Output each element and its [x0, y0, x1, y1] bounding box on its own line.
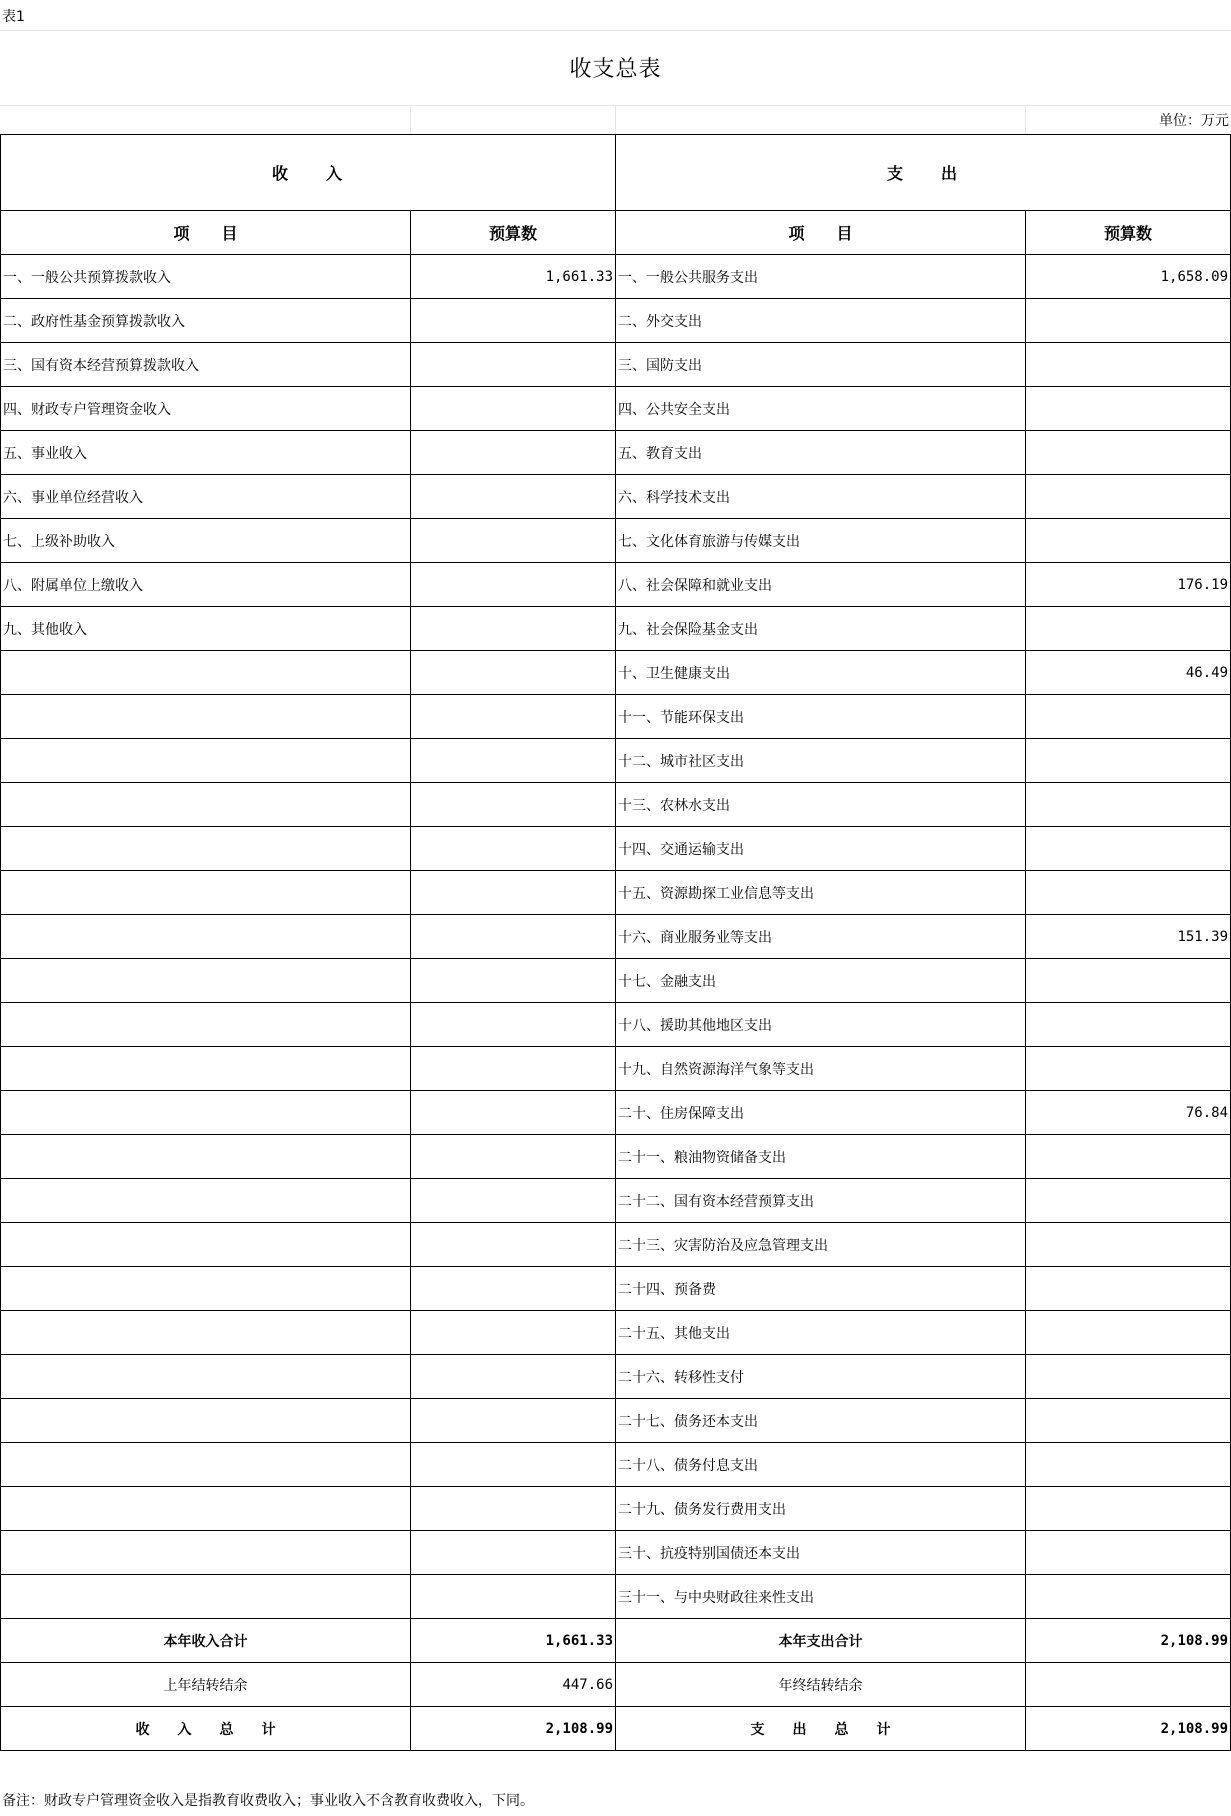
expense-item-cell: 九、社会保险基金支出 [616, 607, 1026, 651]
expense-item-cell: 二十、住房保障支出 [616, 1091, 1026, 1135]
expense-value-cell [1026, 871, 1231, 915]
table-row [1, 915, 1231, 959]
income-value-cell [411, 1575, 616, 1619]
income-value-cell [411, 1311, 616, 1355]
expense-value-cell [1026, 1399, 1231, 1443]
income-value-cell [411, 1135, 616, 1179]
table-row [1, 1047, 1231, 1091]
year-expense-value: 2,108.99 [1026, 1619, 1231, 1663]
expense-item-cell: 七、文化体育旅游与传媒支出 [616, 519, 1026, 563]
income-value-cell [411, 1531, 616, 1575]
table-row [1, 475, 1231, 519]
table-row [1, 343, 1231, 387]
expense-item-cell: 六、科学技术支出 [616, 475, 1026, 519]
expense-item-cell: 二十二、国有资本经营预算支出 [616, 1179, 1026, 1223]
income-value-cell [411, 519, 616, 563]
expense-value-cell [1026, 1487, 1231, 1531]
expense-item-cell: 十九、自然资源海洋气象等支出 [616, 1047, 1026, 1091]
column-header-row [1, 211, 1231, 255]
income-value-cell [411, 1047, 616, 1091]
expense-value-cell [1026, 695, 1231, 739]
table-row [1, 299, 1231, 343]
income-item-cell [1, 871, 411, 915]
expense-item-cell: 二十七、债务还本支出 [616, 1399, 1026, 1443]
expense-item-header: 项 目 [616, 211, 1026, 255]
income-budget-header: 预算数 [411, 211, 616, 255]
income-item-cell [1, 783, 411, 827]
year-end-value [1026, 1663, 1231, 1707]
expense-item-cell: 十二、城市社区支出 [616, 739, 1026, 783]
income-item-cell: 八、附属单位上缴收入 [1, 563, 411, 607]
expense-item-cell: 十五、资源勘探工业信息等支出 [616, 871, 1026, 915]
year-income-value: 1,661.33 [411, 1619, 616, 1663]
grid-line [1025, 105, 1026, 134]
expense-value-cell [1026, 607, 1231, 651]
income-item-cell [1, 1267, 411, 1311]
footnote: 备注：财政专户管理资金收入是指教育收费收入；事业收入不含教育收费收入，下同。 [2, 1793, 534, 1809]
unit-label: 单位：万元 [1159, 113, 1229, 129]
expense-item-cell: 二十六、转移性支付 [616, 1355, 1026, 1399]
income-value-cell [411, 739, 616, 783]
income-item-cell [1, 1003, 411, 1047]
expense-item-cell: 二十一、粮油物资储备支出 [616, 1135, 1026, 1179]
expense-value-cell [1026, 1311, 1231, 1355]
grid-line [0, 30, 1231, 31]
year-income-label: 本年收入合计 [1, 1619, 411, 1663]
expense-value-cell [1026, 299, 1231, 343]
expense-item-cell: 二十三、灾害防治及应急管理支出 [616, 1223, 1026, 1267]
year-end-label: 年终结转结余 [616, 1663, 1026, 1707]
income-value-cell [411, 1487, 616, 1531]
table-row [1, 695, 1231, 739]
income-value-cell [411, 563, 616, 607]
income-item-cell [1, 1443, 411, 1487]
table-row [1, 1179, 1231, 1223]
carryover-row [1, 1663, 1231, 1707]
table-row [1, 871, 1231, 915]
expense-item-cell: 十三、农林水支出 [616, 783, 1026, 827]
grid-line [410, 105, 411, 134]
table-row [1, 1003, 1231, 1047]
income-value-cell [411, 1179, 616, 1223]
expense-budget-header: 预算数 [1026, 211, 1231, 255]
expense-value-cell: 1,658.09 [1026, 255, 1231, 299]
expense-value-cell [1026, 431, 1231, 475]
table-row [1, 1487, 1231, 1531]
table-row [1, 1399, 1231, 1443]
income-header: 收 入 [1, 135, 616, 211]
expense-item-cell: 十八、援助其他地区支出 [616, 1003, 1026, 1047]
expense-value-cell [1026, 1267, 1231, 1311]
expense-value-cell [1026, 959, 1231, 1003]
income-value-cell [411, 1399, 616, 1443]
expense-value-cell [1026, 1531, 1231, 1575]
income-item-cell [1, 915, 411, 959]
income-value-cell [411, 915, 616, 959]
income-value-cell [411, 475, 616, 519]
expense-item-cell: 十、卫生健康支出 [616, 651, 1026, 695]
grand-expense-label: 支 出 总 计 [616, 1707, 1026, 1751]
expense-item-cell: 二十四、预备费 [616, 1267, 1026, 1311]
year-total-row [1, 1619, 1231, 1663]
income-item-cell [1, 695, 411, 739]
income-value-cell [411, 651, 616, 695]
table-row [1, 431, 1231, 475]
expense-value-cell [1026, 1179, 1231, 1223]
expense-item-cell: 十四、交通运输支出 [616, 827, 1026, 871]
expense-item-cell: 四、公共安全支出 [616, 387, 1026, 431]
expense-header: 支 出 [616, 135, 1231, 211]
table-row [1, 1091, 1231, 1135]
expense-item-cell: 二十八、债务付息支出 [616, 1443, 1026, 1487]
expense-value-cell: 151.39 [1026, 915, 1231, 959]
income-item-cell [1, 1531, 411, 1575]
income-value-cell [411, 1355, 616, 1399]
expense-value-cell [1026, 519, 1231, 563]
table-row [1, 1575, 1231, 1619]
expense-value-cell [1026, 1135, 1231, 1179]
income-item-cell: 二、政府性基金预算拨款收入 [1, 299, 411, 343]
income-value-cell [411, 387, 616, 431]
income-item-cell [1, 651, 411, 695]
expense-value-cell: 176.19 [1026, 563, 1231, 607]
income-value-cell: 1,661.33 [411, 255, 616, 299]
expense-value-cell [1026, 1047, 1231, 1091]
totals-body [1, 1619, 1231, 1751]
income-item-cell [1, 1223, 411, 1267]
income-item-cell [1, 1311, 411, 1355]
table-row [1, 1135, 1231, 1179]
expense-value-cell [1026, 1223, 1231, 1267]
grid-line [615, 105, 616, 134]
income-value-cell [411, 1267, 616, 1311]
income-item-cell [1, 1135, 411, 1179]
expense-value-cell [1026, 739, 1231, 783]
expense-value-cell: 46.49 [1026, 651, 1231, 695]
table-label: 表1 [2, 9, 25, 25]
section-header-row [1, 135, 1231, 211]
table-row [1, 519, 1231, 563]
year-expense-label: 本年支出合计 [616, 1619, 1026, 1663]
expense-item-cell: 十七、金融支出 [616, 959, 1026, 1003]
expense-item-cell: 二十九、债务发行费用支出 [616, 1487, 1026, 1531]
table-row [1, 739, 1231, 783]
income-item-cell: 六、事业单位经营收入 [1, 475, 411, 519]
expense-item-cell: 一、一般公共服务支出 [616, 255, 1026, 299]
income-value-cell [411, 343, 616, 387]
income-item-cell [1, 1091, 411, 1135]
table-row [1, 1311, 1231, 1355]
table-row [1, 607, 1231, 651]
income-item-cell [1, 1355, 411, 1399]
grand-total-row [1, 1707, 1231, 1751]
carryover-value: 447.66 [411, 1663, 616, 1707]
income-value-cell [411, 959, 616, 1003]
table-row [1, 255, 1231, 299]
table-row [1, 1531, 1231, 1575]
income-item-cell [1, 1179, 411, 1223]
table-row [1, 563, 1231, 607]
income-value-cell [411, 431, 616, 475]
carryover-label: 上年结转结余 [1, 1663, 411, 1707]
page-title: 收支总表 [569, 57, 662, 82]
income-value-cell [411, 299, 616, 343]
expense-item-cell: 十六、商业服务业等支出 [616, 915, 1026, 959]
income-item-cell [1, 959, 411, 1003]
grand-income-value: 2,108.99 [411, 1707, 616, 1751]
income-value-cell [411, 607, 616, 651]
income-value-cell [411, 1091, 616, 1135]
expense-value-cell [1026, 343, 1231, 387]
expense-item-cell: 五、教育支出 [616, 431, 1026, 475]
expense-value-cell [1026, 1443, 1231, 1487]
grand-expense-value: 2,108.99 [1026, 1707, 1231, 1751]
expense-value-cell [1026, 783, 1231, 827]
income-value-cell [411, 783, 616, 827]
table-row [1, 1355, 1231, 1399]
income-item-cell: 五、事业收入 [1, 431, 411, 475]
expense-item-cell: 十一、节能环保支出 [616, 695, 1026, 739]
grand-income-label: 收 入 总 计 [1, 1707, 411, 1751]
income-item-cell [1, 827, 411, 871]
expense-value-cell [1026, 1575, 1231, 1619]
income-item-cell [1, 1047, 411, 1091]
table-row [1, 959, 1231, 1003]
income-value-cell [411, 827, 616, 871]
table-body [1, 255, 1231, 1619]
expense-item-cell: 三、国防支出 [616, 343, 1026, 387]
expense-value-cell [1026, 1003, 1231, 1047]
expense-value-cell [1026, 387, 1231, 431]
expense-item-cell: 二十五、其他支出 [616, 1311, 1026, 1355]
income-item-cell: 七、上级补助收入 [1, 519, 411, 563]
table-row [1, 387, 1231, 431]
income-item-header: 项 目 [1, 211, 411, 255]
income-item-cell: 九、其他收入 [1, 607, 411, 651]
table-row [1, 1223, 1231, 1267]
expense-item-cell: 二、外交支出 [616, 299, 1026, 343]
expense-value-cell [1026, 1355, 1231, 1399]
income-item-cell [1, 1575, 411, 1619]
table-row [1, 1267, 1231, 1311]
table-row [1, 651, 1231, 695]
income-value-cell [411, 1223, 616, 1267]
income-item-cell [1, 1487, 411, 1531]
expense-item-cell: 八、社会保障和就业支出 [616, 563, 1026, 607]
income-item-cell: 三、国有资本经营预算拨款收入 [1, 343, 411, 387]
expense-item-cell: 三十一、与中央财政往来性支出 [616, 1575, 1026, 1619]
expense-value-cell [1026, 827, 1231, 871]
budget-table [0, 134, 1231, 1751]
income-value-cell [411, 695, 616, 739]
expense-value-cell: 76.84 [1026, 1091, 1231, 1135]
table-row [1, 1443, 1231, 1487]
expense-value-cell [1026, 475, 1231, 519]
income-value-cell [411, 871, 616, 915]
expense-item-cell: 三十、抗疫特别国债还本支出 [616, 1531, 1026, 1575]
income-item-cell: 四、财政专户管理资金收入 [1, 387, 411, 431]
table-row [1, 827, 1231, 871]
income-value-cell [411, 1443, 616, 1487]
table-row [1, 783, 1231, 827]
income-item-cell: 一、一般公共预算拨款收入 [1, 255, 411, 299]
income-value-cell [411, 1003, 616, 1047]
income-item-cell [1, 1399, 411, 1443]
income-item-cell [1, 739, 411, 783]
